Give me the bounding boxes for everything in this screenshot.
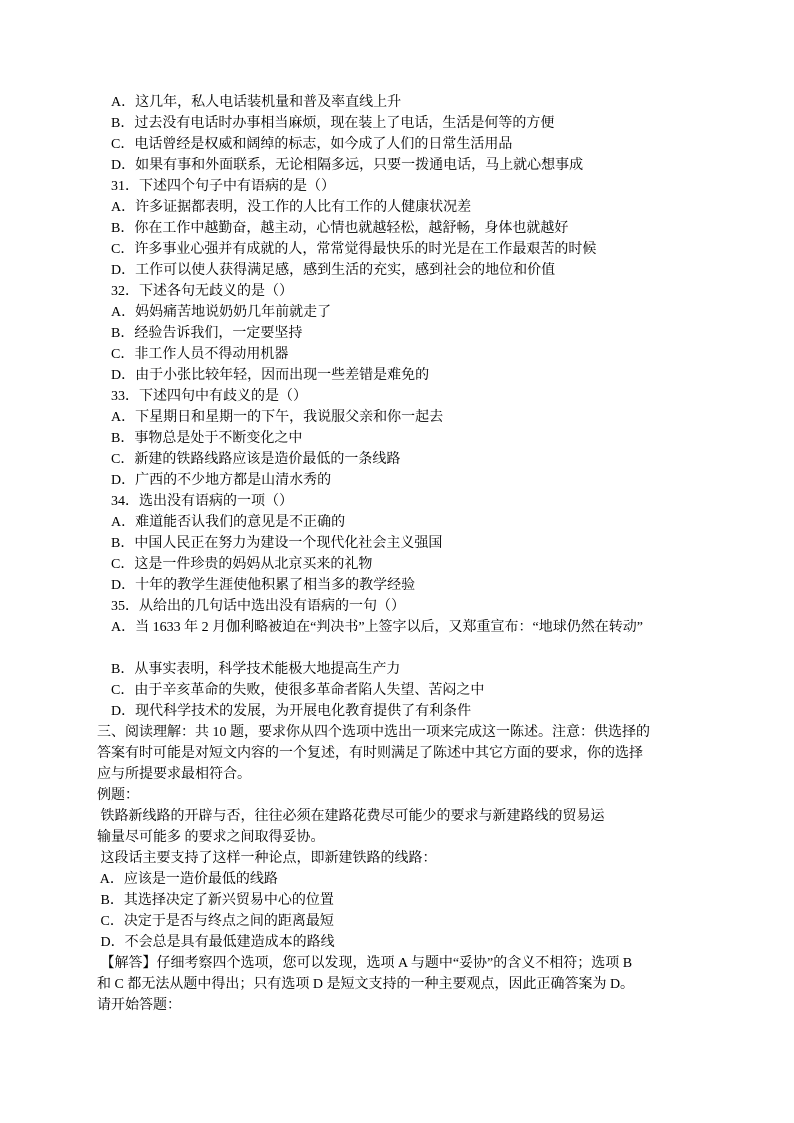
example-passage-line-1: 铁路新线路的开辟与否，往往必须在建路花费尽可能少的要求与新建路线的贸易运 — [97, 809, 605, 824]
example-option-a: A．应该是一造价最低的线路 — [97, 872, 278, 887]
question-33-option-a: A．下星期日和星期一的下午，我说服父亲和你一起去 — [97, 410, 444, 425]
blank-line — [97, 638, 787, 659]
question-31-stem: 31．下述四个句子中有语病的是（） — [97, 179, 335, 194]
question-31-option-b: B．你在工作中越勤奋，越主动，心情也就越轻松，越舒畅，身体也就越好 — [97, 221, 569, 236]
question-34-option-b: B．中国人民正在努力为建设一个现代化社会主义强国 — [97, 536, 443, 551]
prev-question-option-a: A．这几年，私人电话装机量和普及率直线上升 — [97, 95, 402, 110]
prev-question-option-b: B．过去没有电话时办事相当麻烦，现在装上了电话，生活是何等的方便 — [97, 116, 555, 131]
example-option-b: B．其选择决定了新兴贸易中心的位置 — [97, 893, 334, 908]
question-34-option-d: D．十年的教学生涯使他积累了相当多的教学经验 — [97, 578, 416, 593]
question-31-option-a: A．许多证据都表明，没工作的人比有工作的人健康状况差 — [97, 200, 472, 215]
section-3-intro-line-2: 答案有时可能是对短文内容的一个复述，有时则满足了陈述中其它方面的要求，你的选择 — [97, 746, 643, 761]
question-35-option-d: D．现代科学技术的发展，为开展电化教育提供了有利条件 — [97, 704, 472, 719]
example-prompt: 这段话主要支持了这样一种论点，即新建铁路的线路： — [97, 851, 437, 866]
question-32-option-c: C．非工作人员不得动用机器 — [97, 347, 289, 362]
question-35-option-b: B．从事实表明，科学技术能极大地提高生产力 — [97, 662, 401, 677]
question-31-option-c: C．许多事业心强并有成就的人，常常觉得最快乐的时光是在工作最艰苦的时候 — [97, 242, 597, 257]
example-option-d: D．不会总是具有最低建造成本的路线 — [97, 935, 335, 950]
begin-answering-prompt: 请开始答题： — [97, 998, 181, 1013]
question-32-option-a: A．妈妈痛苦地说奶奶几年前就走了 — [97, 305, 332, 320]
question-34-stem: 34．选出没有语病的一项（） — [97, 494, 293, 509]
text-block — [97, 92, 787, 1016]
question-32-option-d: D．由于小张比较年轻，因而出现一些差错是难免的 — [97, 368, 430, 383]
question-33-stem: 33．下述四句中有歧义的是（） — [97, 389, 307, 404]
question-33-option-c: C．新建的铁路线路应该是造价最低的一条线路 — [97, 452, 401, 467]
question-34-option-a: A．难道能否认我们的意见是不正确的 — [97, 515, 346, 530]
example-option-c: C．决定于是否与终点之间的距离最短 — [97, 914, 334, 929]
example-passage-line-2: 输量尽可能多 的要求之间取得妥协。 — [97, 830, 325, 845]
question-31-option-d: D．工作可以使人获得满足感，感到生活的充实，感到社会的地位和价值 — [97, 263, 556, 278]
example-label: 例题： — [97, 788, 139, 803]
question-35-option-a: A．当 1633 年 2 月伽利略被迫在“判决书”上签字以后，又郑重宣布：“地球仍然在转动” — [97, 620, 643, 635]
question-33-option-d: D．广西的不少地方都是山清水秀的 — [97, 473, 332, 488]
section-3-intro-line-1: 三、阅读理解：共 10 题，要求你从四个选项中选出一项来完成这一陈述。注意：供选择的 — [97, 725, 650, 740]
question-33-option-b: B．事物总是处于不断变化之中 — [97, 431, 303, 446]
question-32-stem: 32．下述各句无歧义的是（） — [97, 284, 293, 299]
question-34-option-c: C．这是一件珍贵的妈妈从北京买来的礼物 — [97, 557, 373, 572]
prev-question-option-d: D．如果有事和外面联系，无论相隔多远，只要一拨通电话，马上就心想事成 — [97, 158, 584, 173]
question-32-option-b: B．经验告诉我们，一定要坚持 — [97, 326, 303, 341]
question-35-option-c: C．由于辛亥革命的失败，使很多革命者陷人失望、苦闷之中 — [97, 683, 485, 698]
example-explanation-line-1: 【解答】仔细考察四个选项，您可以发现，选项 A 与题中“妥协”的含义不相符；选项 B — [97, 956, 633, 971]
example-explanation-line-2: 和 C 都无法从题中得出；只有选项 D 是短文支持的一种主要观点，因此正确答案为 D。 — [97, 977, 635, 992]
question-35-stem: 35．从给出的几句话中选出没有语病的一句（） — [97, 599, 405, 614]
prev-question-option-c: C．电话曾经是权威和阔绰的标志，如今成了人们的日常生活用品 — [97, 137, 513, 152]
section-3-intro-line-3: 应与所提要求最相符合。 — [97, 767, 251, 782]
